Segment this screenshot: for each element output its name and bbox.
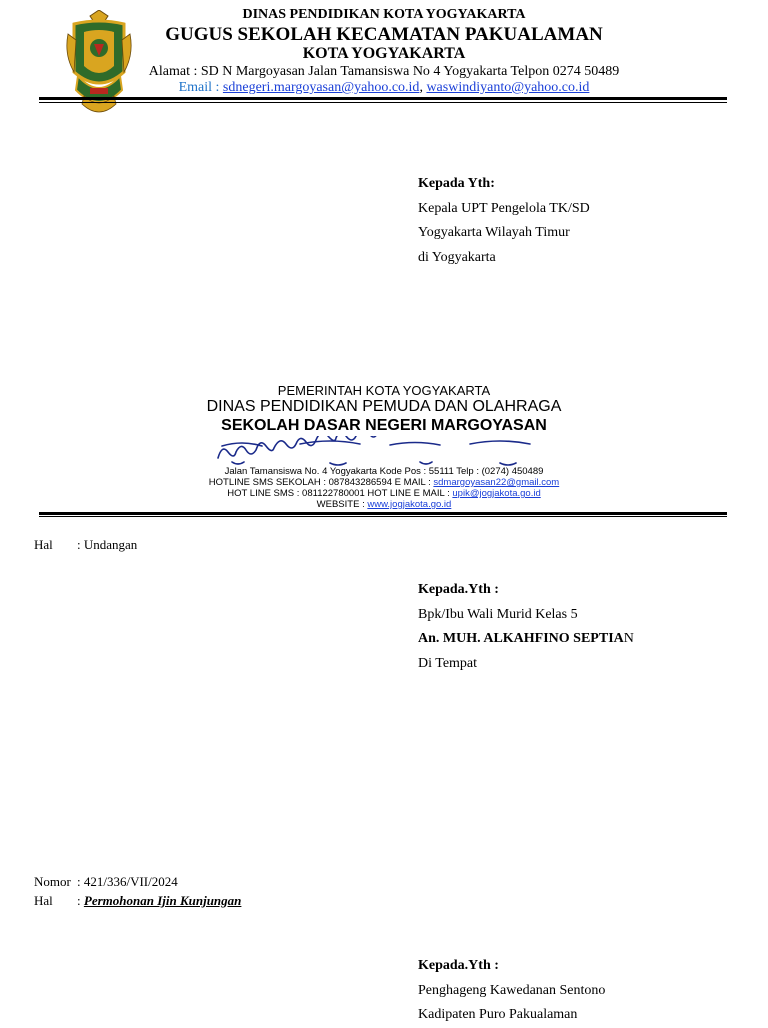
hotline-email-link[interactable]: upik@jogjakota.go.id [452,488,541,499]
recipient-line: di Yogyakarta [418,249,496,265]
recipient-line: Di Tempat [418,655,478,671]
letterhead-address: Alamat : SD N Margoyasan Jalan Tamansiswa No 4 Yogyakarta Telpon 0274 50489 [148,64,620,79]
hotline-line-label: HOT LINE SMS : 081122780001 HOT LINE E MAIL : [227,488,453,499]
school-hotline-sms [0,478,768,489]
reference-number-row [34,872,241,891]
reference-block [34,872,241,910]
recipient-line: Penghageng Kawedanan Sentono [418,982,606,998]
subject-value: Permohonan Ijin Kunjungan [83,893,242,908]
letterhead-city: KOTA YOGYAKARTA [302,45,466,62]
recipient-heading: Kepada.Yth : [418,582,499,597]
javanese-script-logo [0,436,768,468]
letterhead-divider [39,97,727,100]
reference-number-value: : 421/336/VII/2024 [77,874,178,889]
recipient-line: Yogyakarta Wilayah Timur [418,225,570,240]
subject-line [34,537,137,553]
recipient-name-end: N [623,631,634,646]
letterhead-cluster-name: GUGUS SEKOLAH KECAMATAN PAKUALAMAN [165,24,603,45]
recipient-line: Kadipaten Puro Pakualaman [418,1007,578,1022]
letterhead-email-line [0,80,768,96]
school-hotline-line [0,489,768,500]
subject-colon: : [77,893,84,908]
email-link-2[interactable]: waswindiyanto@yahoo.co.id [426,80,590,95]
subject-value: : Undangan [77,537,138,552]
subject-label: Hal [34,893,53,908]
email-link-1[interactable]: sdnegeri.margoyasan@yahoo.co.id [222,80,420,95]
recipient-name-bold: An. MUH. ALKAHFINO SEPTIA [418,631,624,646]
recipient-line: Bpk/Ibu Wali Murid Kelas 5 [418,606,578,622]
letterhead-divider-thin [39,102,727,103]
reference-number-label: Nomor [34,874,71,889]
subject-label: Hal [34,537,53,552]
hotline-sms-label: HOTLINE SMS SEKOLAH : 087843286594 E MAIL : [208,477,434,488]
recipient-block-2 [418,578,634,676]
school-address: Jalan Tamansiswa No. 4 Yogyakarta Kode Pos : 55111 Telp : (0274) 450489 [224,466,544,477]
subject-row [34,891,241,910]
letterhead-divider-thin [39,516,727,517]
recipient-heading: Kepada.Yth : [418,958,499,973]
recipient-heading: Kepada Yth: [418,176,495,191]
school-website [0,500,768,511]
website-link[interactable]: www.jogjakota.go.id [367,499,452,510]
school-email-link[interactable]: sdmargoyasan22@gmail.com [433,477,560,488]
letterhead-agency: DINAS PENDIDIKAN KOTA YOGYAKARTA [242,7,526,22]
website-label: WEBSITE : [316,499,368,510]
recipient-block-1 [418,172,590,270]
letterhead-divider [39,512,727,515]
email-label: Email : [178,80,223,95]
recipient-line: Kepala UPT Pengelola TK/SD [418,200,590,216]
recipient-name [418,627,634,652]
letterhead-department: DINAS PENDIDIKAN PEMUDA DAN OLAHRAGA [206,398,562,415]
email-separator: , [419,80,427,95]
letterhead-school-name: SEKOLAH DASAR NEGERI MARGOYASAN [221,417,547,434]
letterhead-government: PEMERINTAH KOTA YOGYAKARTA [277,383,491,398]
recipient-block-3 [418,954,605,1028]
